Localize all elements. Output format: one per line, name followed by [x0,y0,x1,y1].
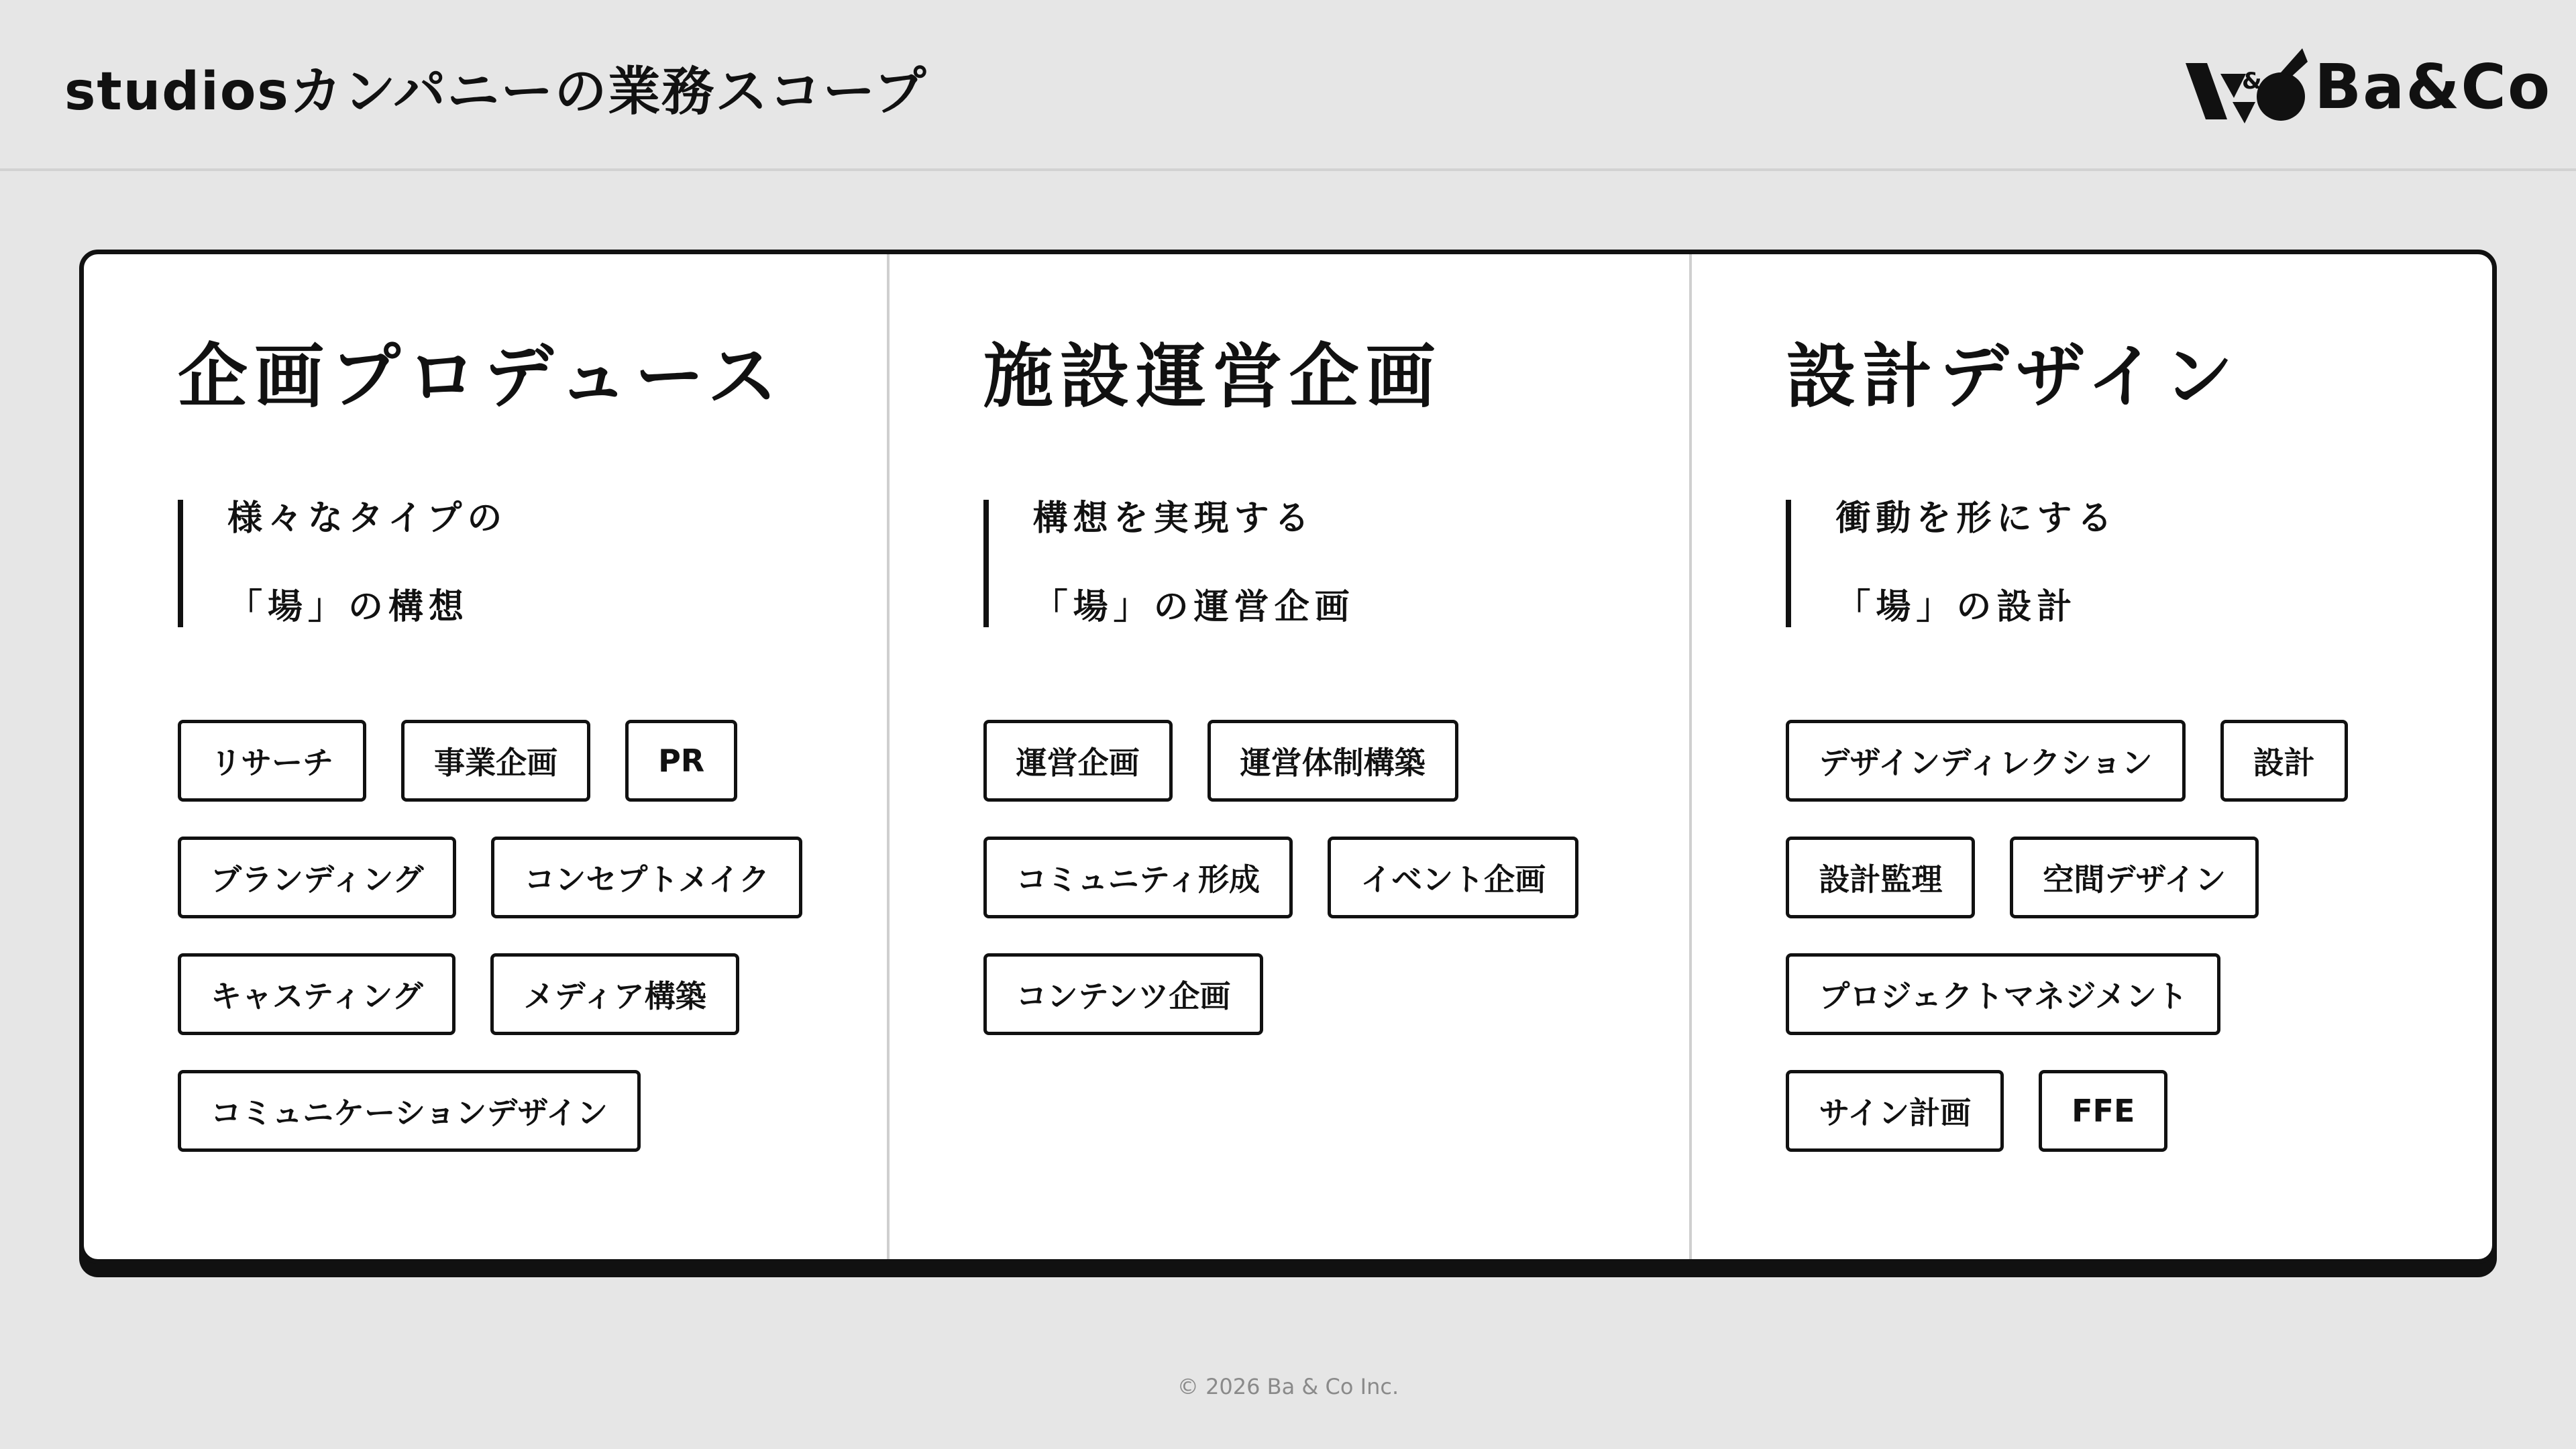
tag: 運営企画 [983,720,1173,802]
column-subtitle [983,500,1690,627]
tag: 運営体制構築 [1208,720,1458,802]
tag: コンテンツ企画 [983,953,1264,1035]
subtitle-line: 「場」の運営企画 [1032,587,1355,627]
subtitle-line: 「場」の構想 [227,587,470,627]
column-design [1689,254,2492,1259]
tag-list [178,720,849,1152]
column-planning-produce [84,254,887,1259]
tag: PR [625,720,737,802]
tag: 空間デザイン [2010,837,2259,918]
tag: FFE [2039,1070,2167,1152]
tag: ブランディング [178,837,456,918]
tag: リサーチ [178,720,366,802]
subtitle-line: 衝動を形にする [1835,498,2118,539]
tag-list [983,720,1654,1035]
header-bar [0,0,2576,171]
column-facility-operation [887,254,1690,1259]
brand-logo [2180,44,2552,125]
tag: イベント企画 [1328,837,1578,918]
tag: 事業企画 [401,720,590,802]
subtitle-line: 「場」の設計 [1835,587,2078,627]
tag: 設計監理 [1786,837,1975,918]
footer-copyright: © 2026 Ba & Co Inc. [1177,1374,1399,1399]
tag: キャスティング [178,953,455,1035]
column-subtitle [1786,500,2492,627]
tag: コンセプトメイク [491,837,802,918]
tag-list [1786,720,2457,1152]
scope-card [79,250,2497,1264]
column-title: 設計デザイン [1786,335,2241,417]
svg-text:&: & [2242,68,2262,95]
ba-and-co-logo-mark-icon [2180,44,2321,125]
tag: コミュニティ形成 [983,837,1293,918]
tag: プロジェクトマネジメント [1786,953,2220,1035]
tag: サイン計画 [1786,1070,2004,1152]
subtitle-line: 構想を実現する [1032,498,1315,539]
tag: 設計 [2220,720,2348,802]
column-title: 企画プロデュース [178,335,784,417]
tag: コミュニケーションデザイン [178,1070,641,1152]
column-title: 施設運営企画 [983,335,1442,417]
column-subtitle [178,500,887,627]
logo-wordmark: Ba&Co [2314,51,2552,123]
page-title: studiosカンパニーの業務スコープ [64,62,928,122]
subtitle-line: 様々なタイプの [227,498,508,539]
tag: メディア構築 [490,953,739,1035]
tag: デザインディレクション [1786,720,2185,802]
